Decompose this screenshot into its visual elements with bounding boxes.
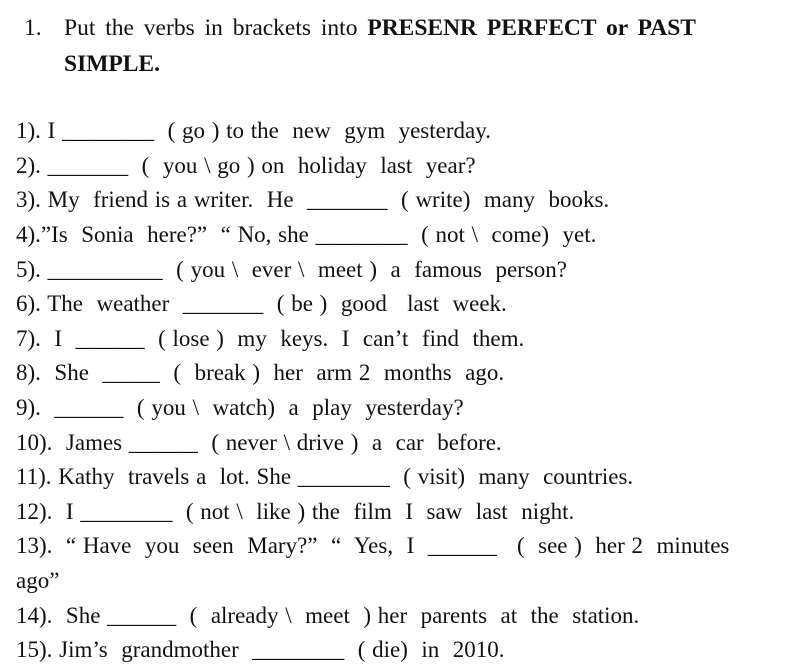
exercise-item-3: 3). My friend is a writer. He _______ ( write) many books. <box>16 187 610 212</box>
exercise-item-9: 9). ______ ( you \ watch) a play yesterday? <box>16 395 464 420</box>
exercise-item-13: 13). “ Have you seen Mary?” “ Yes, I ______ ( see ) her 2 minutes <box>16 533 730 558</box>
exercise-item-1: 1). I ________ ( go ) to the new gym yesterday. <box>16 118 491 143</box>
exercise-item-11: 11). Kathy travels a lot. She ________ ( visit) many countries. <box>16 464 634 489</box>
exercise-item-4: 4).”Is Sonia here?” “ No, she ________ ( not \ come) yet. <box>16 222 597 247</box>
exercise-item-2: 2). _______ ( you \ go ) on holiday last year? <box>16 153 476 178</box>
exercise-item-5: 5). __________ ( you \ ever \ meet ) a famous person? <box>16 257 567 282</box>
exercise-heading <box>24 10 810 82</box>
exercise-instruction-tenses: PRESENR PERFECT or PAST <box>367 15 696 41</box>
exercise-item-8: 8). She _____ ( break ) her arm 2 months ago. <box>16 360 505 385</box>
exercise-item-14: 14). She ______ ( already \ meet ) her parents at the station. <box>16 603 640 628</box>
exercise-item-15: 15). Jim’s grandmother ________ ( die) in 2010. <box>16 637 505 662</box>
exercise-item-13-continued: ago” <box>16 568 60 593</box>
exercise-item-6: 6). The weather _______ ( be ) good last week. <box>16 291 507 316</box>
exercise-number: 1. <box>24 15 42 41</box>
exercise-instruction-line-2: SIMPLE. <box>64 51 160 77</box>
exercise-item-12: 12). I ________ ( not \ like ) the film I saw last night. <box>16 499 575 524</box>
heading-line-1 <box>24 10 810 46</box>
exercise-item-7: 7). I ______ ( lose ) my keys. I can’t find them. <box>16 326 525 351</box>
exercise-instruction: Put the verbs in brackets into <box>64 15 368 41</box>
exercise-item-10: 10). James ______ ( never \ drive ) a car before. <box>16 430 502 455</box>
